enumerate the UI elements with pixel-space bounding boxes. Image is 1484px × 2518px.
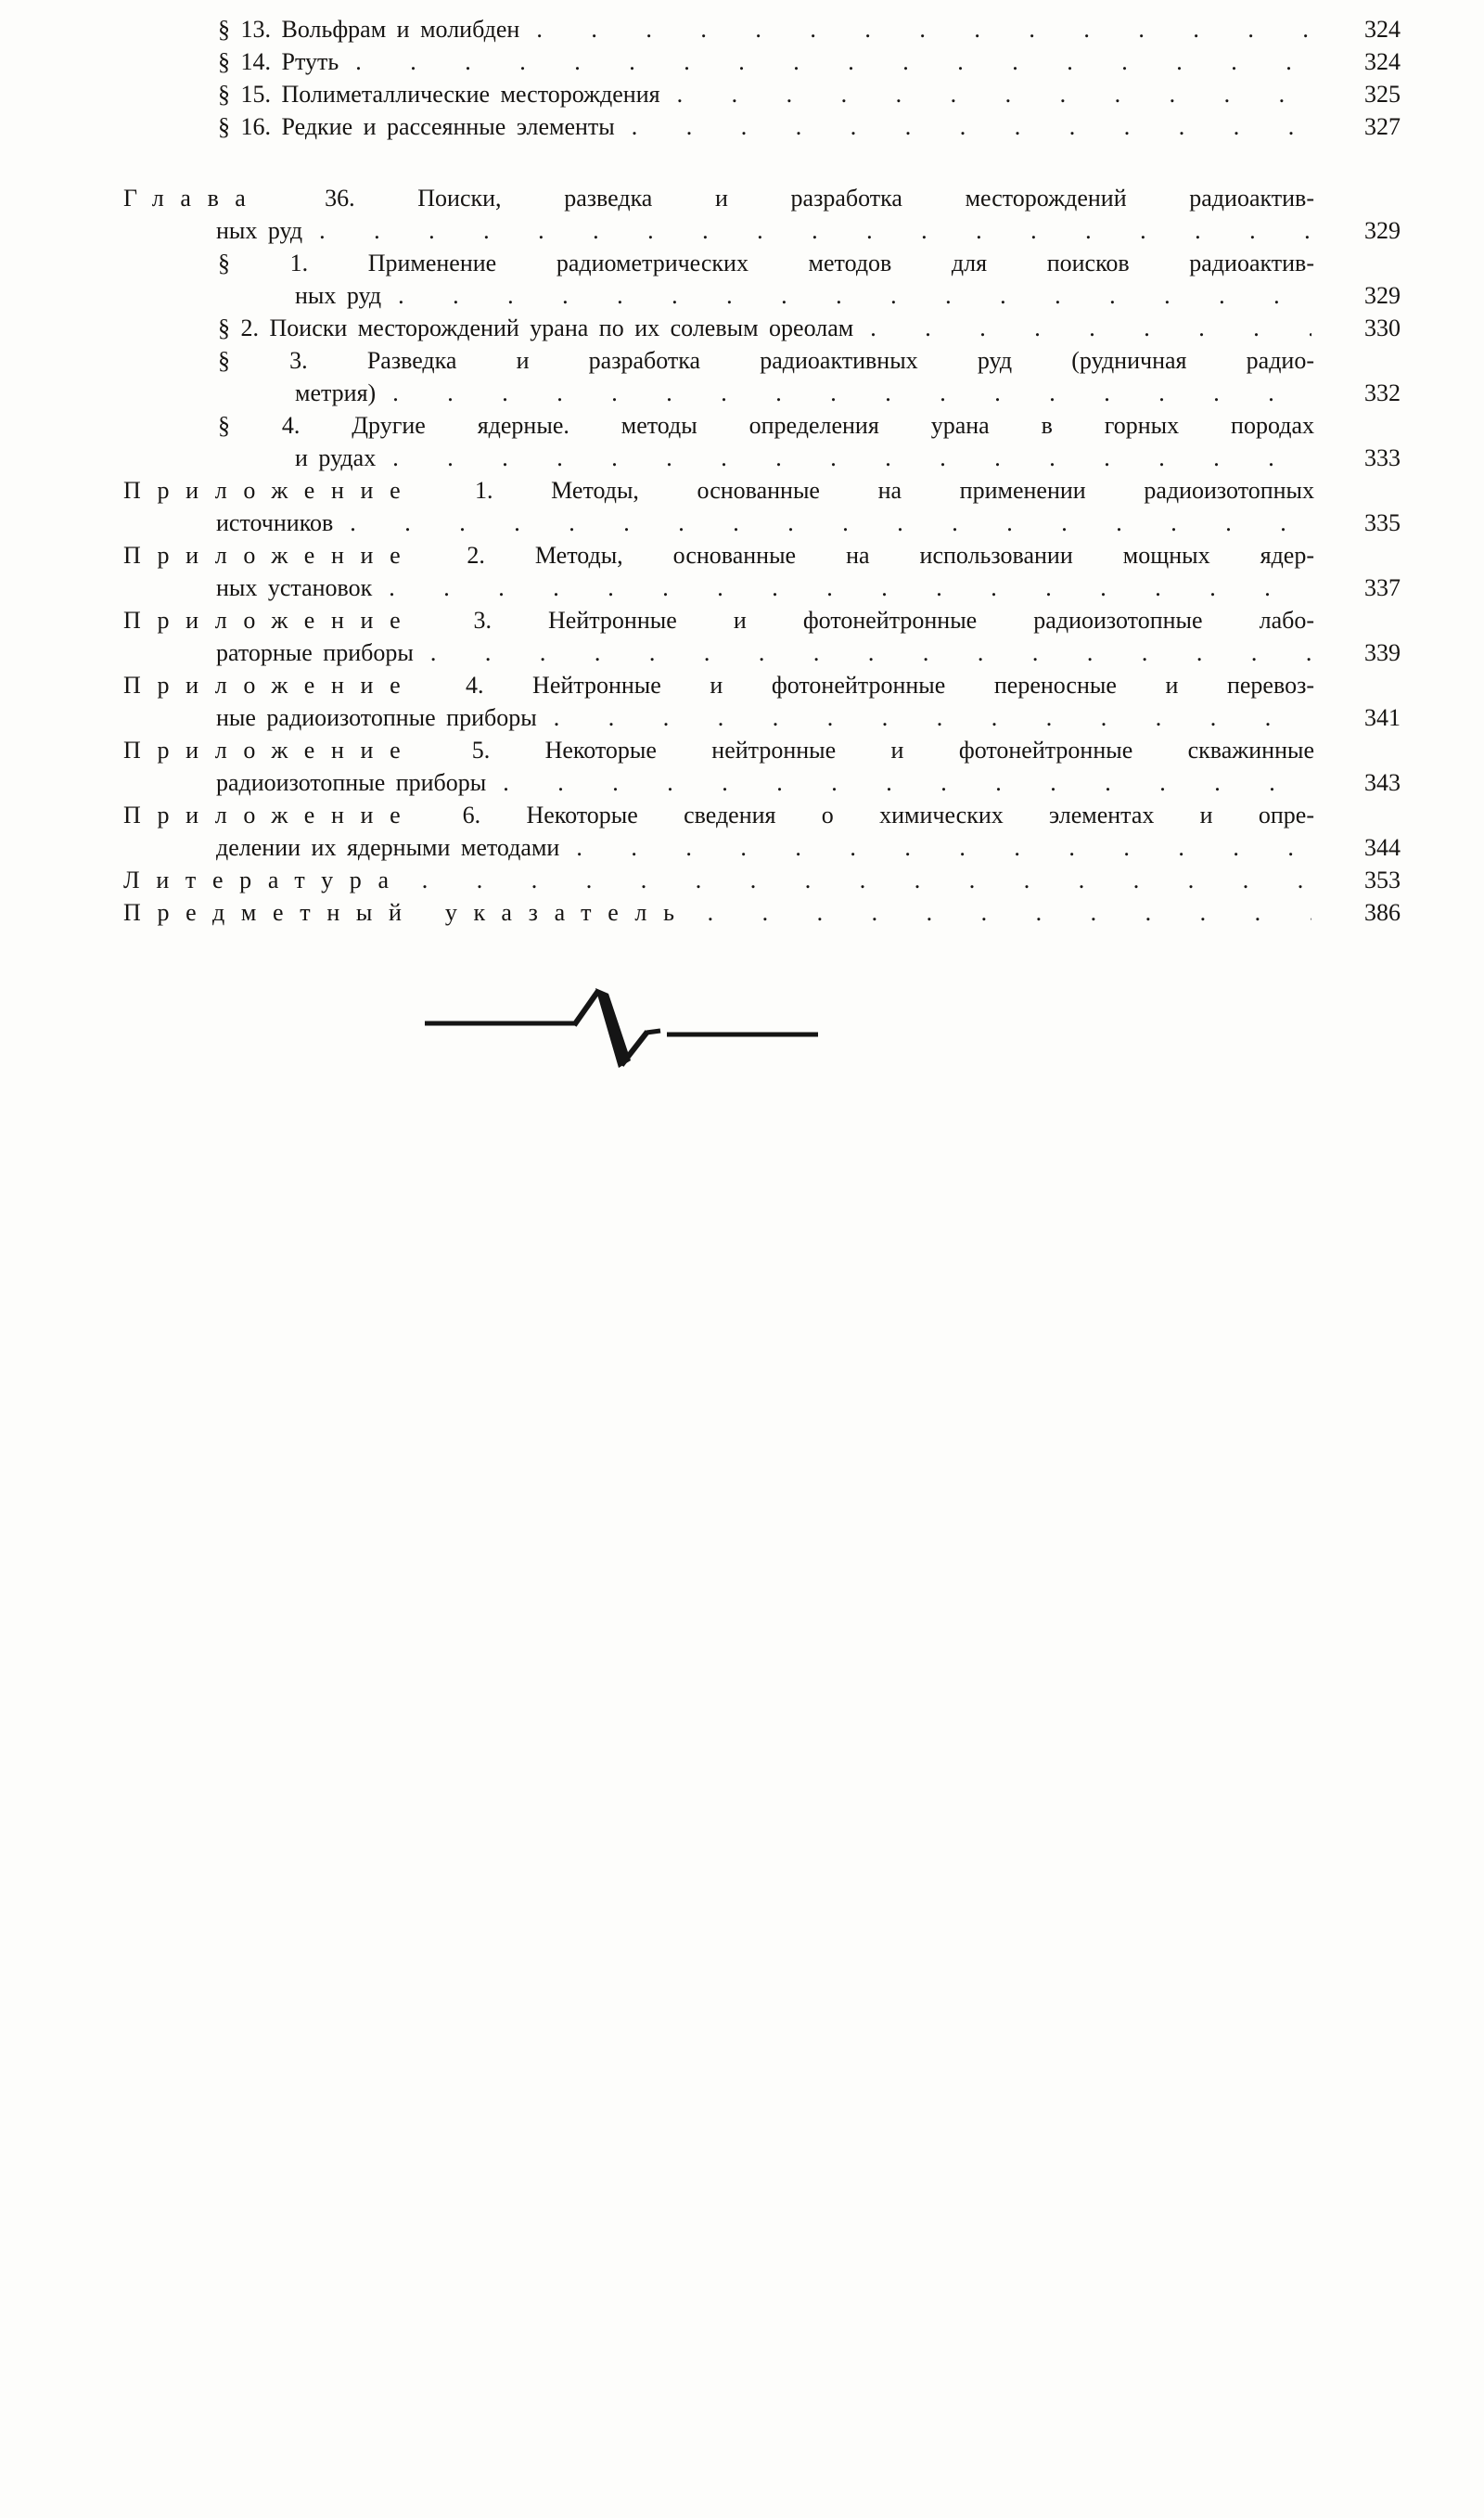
page-number: 386: [1364, 899, 1401, 926]
toc-entry-text: раторные приборы: [216, 639, 414, 666]
toc-row: [218, 312, 1401, 344]
toc-entry-text: 36. Поиски, разведка и разработка месторождений радиоактив-: [325, 185, 1314, 212]
tailpiece-flourish-icon: [422, 982, 821, 1074]
appendix-label: Приложение: [123, 802, 417, 829]
page-number: 330: [1364, 315, 1401, 341]
page-number: 333: [1364, 444, 1401, 471]
appendix-label: Приложение: [123, 607, 417, 634]
appendix-label: Приложение: [123, 542, 417, 569]
toc-row-continuation: [216, 507, 1401, 539]
toc-entry-text: метрия): [295, 379, 377, 406]
dot-leader: [536, 13, 1311, 45]
toc-entry-text: § 16. Редкие и рассеянные элементы: [218, 113, 615, 140]
dot-leader: [350, 507, 1311, 539]
toc-entry-text: Литература: [123, 867, 405, 893]
toc-entry-text: 4. Нейтронные и фотонейтронные переносные и перевоз-: [465, 672, 1314, 699]
toc-entry-text: делении их ядерными методами: [216, 834, 560, 861]
toc-entry-text: 6. Некоторые сведения о химических элементах и опре-: [462, 802, 1315, 829]
page-number: 329: [1364, 282, 1401, 309]
toc-entry-text: § 2. Поиски месторождений урана по их солевым ореолам: [218, 315, 854, 341]
toc-row-continuation: [216, 701, 1401, 734]
dot-leader: [430, 636, 1311, 669]
toc-entry-text: § 4. Другие ядерные. методы определения урана в горных породах: [218, 412, 1314, 439]
page-number: 343: [1364, 769, 1401, 796]
dot-leader: [576, 831, 1311, 864]
toc-row-continuation: [295, 442, 1401, 474]
page-number: 325: [1364, 81, 1401, 108]
page-number: 341: [1364, 704, 1401, 731]
appendix-label: Приложение: [123, 672, 417, 699]
dot-leader: [392, 377, 1311, 409]
toc-row-continuation: [295, 377, 1401, 409]
toc-row: [218, 344, 1314, 377]
page-number: 327: [1364, 113, 1401, 140]
dot-leader: [503, 766, 1311, 799]
toc-row-appendix: [123, 539, 1314, 572]
toc-row-continuation: [216, 636, 1401, 669]
dot-leader: [708, 896, 1311, 929]
toc-row-literature: [123, 864, 1401, 896]
toc-row-chapter: [123, 182, 1314, 214]
toc-entry-text: § 15. Полиметаллические месторождения: [218, 81, 660, 108]
toc-row-continuation: [295, 279, 1401, 312]
toc-row: [218, 110, 1401, 143]
toc-row-appendix: [123, 734, 1314, 766]
appendix-label: Приложение: [123, 477, 417, 504]
dot-leader: [319, 214, 1311, 247]
toc-entry-text: ных установок: [216, 574, 373, 601]
toc-row-appendix: [123, 474, 1314, 507]
page-number: 344: [1364, 834, 1401, 861]
toc-entry-text: ные радиоизотопные приборы: [216, 704, 537, 731]
toc-row-continuation: [216, 572, 1401, 604]
toc-row: [218, 247, 1314, 279]
page-number: 329: [1364, 217, 1401, 244]
dot-leader: [870, 312, 1311, 344]
appendix-label: Приложение: [123, 737, 417, 764]
chapter-label: Глава: [123, 185, 262, 212]
dot-leader: [355, 45, 1311, 78]
page-number: 324: [1364, 16, 1401, 43]
page-number: 335: [1364, 509, 1401, 536]
toc-row-appendix: [123, 669, 1314, 701]
toc-row-continuation: [216, 831, 1401, 864]
dot-leader: [422, 864, 1311, 896]
page-number: 353: [1364, 867, 1401, 893]
toc-row-appendix: [123, 604, 1314, 636]
toc-row-continuation: [216, 214, 1401, 247]
page-number: 332: [1364, 379, 1401, 406]
dot-leader: [632, 110, 1311, 143]
toc-row-subject-index: [123, 896, 1401, 929]
toc-entry-text: ных руд: [216, 217, 303, 244]
toc-entry-text: радиоизотопные приборы: [216, 769, 487, 796]
toc-row: [218, 45, 1401, 78]
page-number: 324: [1364, 48, 1401, 75]
page-number: 337: [1364, 574, 1401, 601]
toc-row: [218, 409, 1314, 442]
toc-row-appendix: [123, 799, 1314, 831]
toc-entry-text: § 13. Вольфрам и молибден: [218, 16, 520, 43]
page-number: 339: [1364, 639, 1401, 666]
toc-entry-text: Предметный указатель: [123, 899, 691, 926]
dot-leader: [389, 572, 1311, 604]
toc-entry-text: 3. Нейтронные и фотонейтронные радиоизотопные лабо-: [473, 607, 1315, 634]
toc-entry-text: § 1. Применение радиометрических методов для поисков радиоактив-: [218, 250, 1314, 276]
toc-entry-text: ных руд: [295, 282, 382, 309]
toc-entry-text: 5. Некоторые нейтронные и фотонейтронные скважинные: [471, 737, 1314, 764]
toc-entry-text: 1. Методы, основанные на применении радиоизотопных: [475, 477, 1315, 504]
toc-entry-text: 2. Методы, основанные на использовании мощных ядер-: [467, 542, 1314, 569]
toc-entry-text: и рудах: [295, 444, 377, 471]
dot-leader: [554, 701, 1311, 734]
dot-leader: [392, 442, 1311, 474]
toc-row-continuation: [216, 766, 1401, 799]
toc-row: [218, 78, 1401, 110]
toc-row: [218, 13, 1401, 45]
toc-entry-text: источников: [216, 509, 334, 536]
tailpiece-divider: [422, 982, 821, 1074]
toc-entry-text: § 3. Разведка и разработка радиоактивных руд (рудничная радио-: [218, 347, 1314, 374]
dot-leader: [398, 279, 1311, 312]
dot-leader: [677, 78, 1311, 110]
toc-entry-text: § 14. Ртуть: [218, 48, 339, 75]
table-of-contents: [123, 13, 1401, 929]
